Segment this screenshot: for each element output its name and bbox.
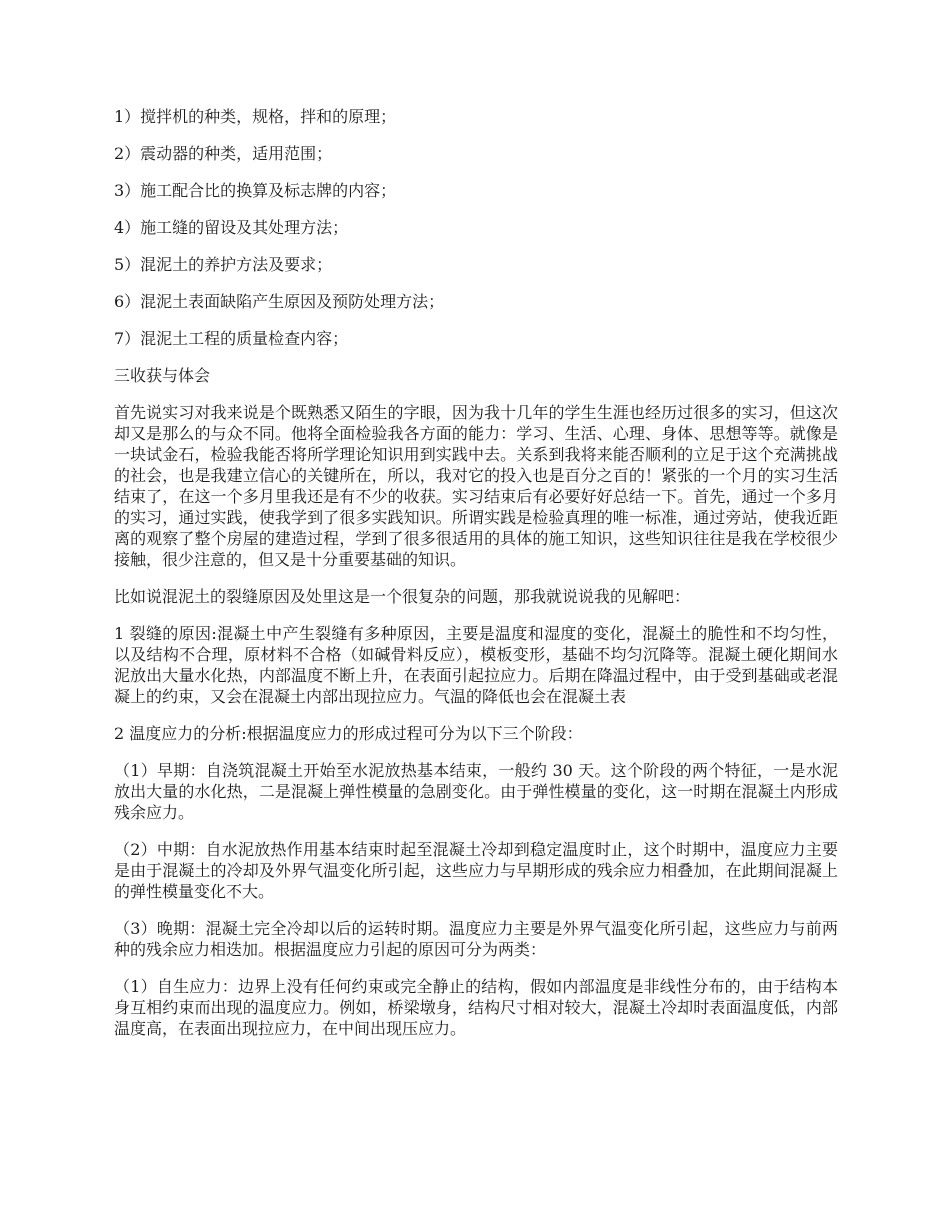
section-heading: 三收获与体会 bbox=[114, 366, 211, 385]
paragraph-internship-reflection: 首先说实习对我来说是个既熟悉又陌生的字眼，因为我十几年的学生生涯也经历过很多的实习，但这次却又是那么的与众不同。他将全面检验我各方面的能力：学习、生活、心理、身体、思想等等。就像是一块试金石，检验我能否将所学理论知识用到实践中去。关系到我将来能否顺利的立足于这个充满挑战的社会，也是我建立信心的关键所在，所以，我对它的投入也是百分之百的！紧张的一个月的实习生活结束了，在这一个多月里我还是有不少的收获。实习结束后有必要好好总结一下。首先，通过一个多月的实习，通过实践，使我学到了很多实践知识。所谓实践是检验真理的唯一标准，通过旁站，使我近距离的观察了整个房屋的建造过程，学到了很多很适用的具体的施工知识，这些知识往往是我在学校很少接触，很少注意的，但又是十分重要基础的知识。 bbox=[114, 403, 838, 569]
list-item-5: 5）混泥土的养护方法及要求； bbox=[114, 255, 333, 274]
paragraph-crack-causes: 1 裂缝的原因:混凝土中产生裂缝有多种原因，主要是温度和湿度的变化，混凝土的脆性和不均匀性，以及结构不合理，原材料不合格（如碱骨料反应），模板变形，基础不均匀沉降等。混凝土硬化期间水泥放出大量水化热，内部温度不断上升，在表面引起拉应力。后期在降温过程中，由于受到基础或老混凝上的约束，又会在混凝土内部出现拉应力。气温的降低也会在混凝土表 bbox=[114, 624, 838, 706]
paragraph-late-stage: （3）晚期：混凝土完全冷却以后的运转时期。温度应力主要是外界气温变化所引起，这些应力与前两种的残余应力相迭加。根据温度应力引起的原因可分为两类： bbox=[114, 919, 838, 959]
paragraph-middle-stage: （2）中期：自水泥放热作用基本结束时起至混凝土冷却到稳定温度时止，这个时期中，温度应力主要是由于混凝土的冷却及外界气温变化所引起，这些应力与早期形成的残余应力相叠加，在此期间混凝上的弹性模量变化不大。 bbox=[114, 840, 838, 901]
paragraph-crack-intro: 比如说混泥土的裂缝原因及处里这是一个很复杂的问题，那我就说说我的见解吧： bbox=[114, 587, 691, 606]
list-item-6: 6）混泥土表面缺陷产生原因及预防处理方法； bbox=[114, 292, 445, 311]
list-item-1: 1）搅拌机的种类，规格，拌和的原理； bbox=[114, 107, 397, 126]
list-item-2: 2）震动器的种类，适用范围； bbox=[114, 144, 333, 163]
list-item-7: 7）混泥土工程的质量检查内容； bbox=[114, 329, 349, 348]
paragraph-early-stage: （1）早期：自浇筑混凝土开始至水泥放热基本结束，一般约 30 天。这个阶段的两个特征，一是水泥放出大量的水化热，二是混凝上弹性模量的急剧变化。由于弹性模量的变化，这一时期在混凝土内形成残余应力。 bbox=[114, 761, 838, 822]
list-item-4: 4）施工缝的留设及其处理方法； bbox=[114, 218, 349, 237]
paragraph-self-stress: （1）自生应力：边界上没有任何约束或完全静止的结构，假如内部温度是非线性分布的，由于结构本身互相约束而出现的温度应力。例如，桥梁墩身，结构尺寸相对较大，混凝土冷却时表面温度低，内部温度高，在表面出现拉应力，在中间出现压应力。 bbox=[114, 977, 838, 1038]
list-item-3: 3）施工配合比的换算及标志牌的内容； bbox=[114, 181, 397, 200]
paragraph-stress-analysis: 2 温度应力的分析:根据温度应力的形成过程可分为以下三个阶段： bbox=[114, 724, 583, 743]
